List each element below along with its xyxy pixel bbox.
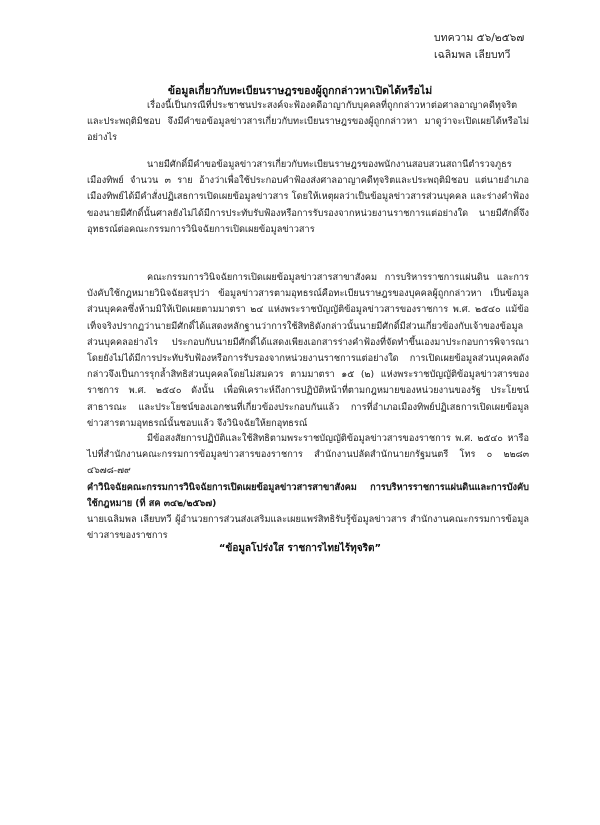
author-name: เฉลิมพล เลียบทวี [434, 49, 511, 61]
closing-block [87, 431, 529, 544]
article-number: บทความ ๕๖/๒๕๖๗ [434, 32, 525, 44]
paragraph-decision [87, 270, 529, 432]
paragraph-contact [87, 431, 529, 480]
paragraph-text: คณะกรรมการวินิจฉัยการเปิดเผยข้อมูลข่าวสารสาขาสังคม การบริหารราชการแผ่นดิน และการบังคับใช้กฎหมายวินิจฉัยสรุปว่า ข้อมูลข่าวสารตามอุทธรณ์คือทะเบียนราษฎรของบุคคลผู้ถูกกล่าวหา เป็นข้อมูลส่วนบุคคลซึ่งห้ามมิให้เปิดเผยตามมาตรา ๒๔ แห่งพระราชบัญญัติข้อมูลข่าวสารของราชการ พ.ศ. ๒๕๔๐ แม้ข้อเท็จจริงปรากฏว่านายมีศักดิ์ได้แสดงหลักฐานว่าการใช้สิทธิดังกล่าวนั้นนายมีศักดิ์มีส่วนเกี่ยวข้องกับเจ้าของข้อมูลส่วนบุคคลอย่างไร ประกอบกับนายมีศักดิ์ได้แสดงเพียงเอกสารร่างคำฟ้องที่จัดทำขึ้นเองมาประกอบการพิจารณา โดยยังไม่ได้มีการประทับรับฟ้องหรือการรับรองจากหน่วยงานราชการแต่อย่างใด การเปิดเผยข้อมูลส่วนบุคคลดังกล่าวจึงเป็นการรุกล้ำสิทธิส่วนบุคคลโดยไม่สมควร ตามมาตรา ๑๕ (๒) แห่งพระราชบัญญัติข้อมูลข่าวสารของราชการ พ.ศ. ๒๕๔๐ ดังนั้น เพื่อพิเคราะห์ถึงการปฏิบัติหน้าที่ตามกฎหมายของหน่วยงานของรัฐ ประโยชน์สาธารณะ และประโยชน์ของเอกชนที่เกี่ยวข้องประกอบกันแล้ว การที่อำเภอเมืองทิพย์ปฏิเสธการเปิดเผยข้อมูลข่าวสารตามอุทธรณ์นั้นชอบแล้ว จึงวินิจฉัยให้ยกอุทธรณ์ [87, 272, 529, 429]
ruling-reference: คำวินิจฉัยคณะกรรมการวินิจฉัยการเปิดเผยข้อมูลข่าวสารสาขาสังคม การบริหารราชการแผ่นดินและการบังคับใช้กฎหมาย (ที่ สค ๓๔๒/๒๕๖๗) [87, 481, 529, 509]
paragraph-text: มีข้อสงสัยการปฏิบัติและใช้สิทธิตามพระราชบัญญัติข้อมูลข่าวสารของราชการ พ.ศ. ๒๕๔๐ หารือไปที่สำนักงานคณะกรรมการข้อมูลข่าวสารของราชการ สำนักงานปลัดสำนักนายกรัฐมนตรี โทร ๐ ๒๒๘๓ ๔๖๗๘-๗๙ [87, 433, 529, 477]
paragraph-facts [87, 157, 529, 238]
slogan: “ข้อมูลโปร่งใส ราชการไทยไร้ทุจริต” [218, 543, 382, 554]
article-header [434, 30, 524, 64]
paragraph-text: นายมีศักดิ์มีคำขอข้อมูลข่าวสารเกี่ยวกับทะเบียนราษฎรของพนักงานสอบสวนสถานีตำรวจภูธรเมืองทิพย์ จำนวน ๓ ราย อ้างว่าเพื่อใช้ประกอบคำฟ้องส่งศาลอาญาคดีทุจริตและประพฤติมิชอบ แต่นายอำเภอเมืองทิพย์ได้มีคำสั่งปฏิเสธการเปิดเผยข้อมูลข่าวสาร โดยให้เหตุผลว่าเป็นข้อมูลข่าวสารส่วนบุคคล และร่างคำฟ้องของนายมีศักดิ์นั้นศาลยังไม่ได้มีการประทับรับฟ้องหรือการรับรองจากหน่วยงานราชการแต่อย่างใด นายมีศักดิ์จึงอุทธรณ์ต่อคณะกรรมการวินิจฉัยการเปิดเผยข้อมูลข่าวสาร [87, 159, 529, 235]
paragraph-text: เรื่องนี้เป็นกรณีที่ประชาชนประสงค์จะฟ้องคดีอาญากับบุคคลที่ถูกกล่าวหาต่อศาลอาญาคดีทุจริตและประพฤติมิชอบ จึงมีคำขอข้อมูลข่าวสารเกี่ยวกับทะเบียนราษฎรของผู้ถูกกล่าวหา มาดูว่าจะเปิดเผยได้หรือไม่ อย่างไร [87, 100, 529, 144]
paragraph-intro [87, 98, 529, 147]
author-line: นายเฉลิมพล เลียบทวี ผู้อำนวยการส่วนส่งเสริมและเผยแพร่สิทธิรับรู้ข้อมูลข่าวสาร สำนักงานคณะกรรมการข้อมูลข่าวสารของราชการ [87, 514, 529, 542]
document-title: ข้อมูลเกี่ยวกับทะเบียนราษฎรของผู้ถูกกล่าวหาเปิดได้หรือไม่ [167, 85, 433, 97]
